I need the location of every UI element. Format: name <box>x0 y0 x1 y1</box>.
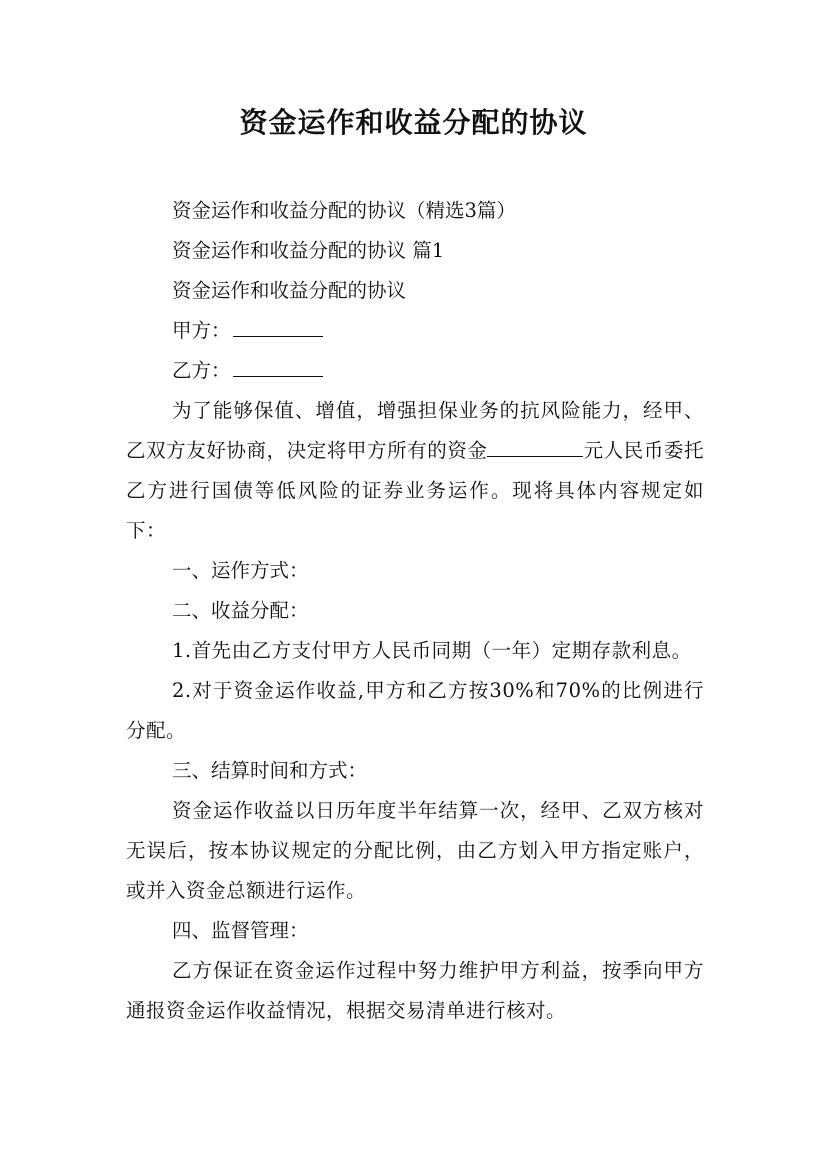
item-2-paragraph: 2.对于资金运作收益,甲方和乙方按30%和70%的比例进行分配。 <box>126 679 704 742</box>
party-b-label: 乙方： <box>172 359 231 382</box>
intro-text-2: 元人民币委托乙方进行国债等低风险的证券业务运作。现将具体内容规定如下： <box>126 439 704 542</box>
supervision-paragraph: 乙方保证在资金运作过程中努力维护甲方利益，按季向甲方通报资金运作收益情况，根据交易清单进行核对。 <box>126 959 704 1022</box>
agreement-name: 资金运作和收益分配的协议 <box>172 279 407 302</box>
section-2-heading: 二、收益分配： <box>172 599 309 622</box>
amount-blank <box>487 438 583 457</box>
party-a-blank <box>233 318 323 337</box>
intro-paragraph <box>126 391 704 551</box>
party-b-blank <box>233 358 323 377</box>
subtitle-line: 资金运作和收益分配的协议（精选3篇） <box>172 199 516 222</box>
party-b-line <box>126 351 704 391</box>
section-1-heading: 一、运作方式： <box>172 559 309 582</box>
article-heading: 资金运作和收益分配的协议 篇1 <box>172 239 445 262</box>
party-a-line <box>126 311 704 351</box>
intro-text-1: 为了能够保值、增值，增强担保业务的抗风险能力，经甲、乙双方友好协商，决定将甲方所有的资金 <box>126 399 704 462</box>
section-4-heading: 四、监督管理： <box>172 919 309 942</box>
document-title: 资金运作和收益分配的协议 <box>239 106 588 139</box>
party-a-label: 甲方： <box>172 319 231 342</box>
settlement-paragraph: 资金运作收益以日历年度半年结算一次，经甲、乙双方核对无误后，按本协议规定的分配比例，由乙方划入甲方指定账户，或并入资金总额进行运作。 <box>126 799 704 902</box>
item-1-paragraph: 1.首先由乙方支付甲方人民币同期（一年）定期存款利息。 <box>172 639 692 662</box>
section-3-heading: 三、结算时间和方式： <box>172 759 368 782</box>
document-body <box>126 191 704 1031</box>
